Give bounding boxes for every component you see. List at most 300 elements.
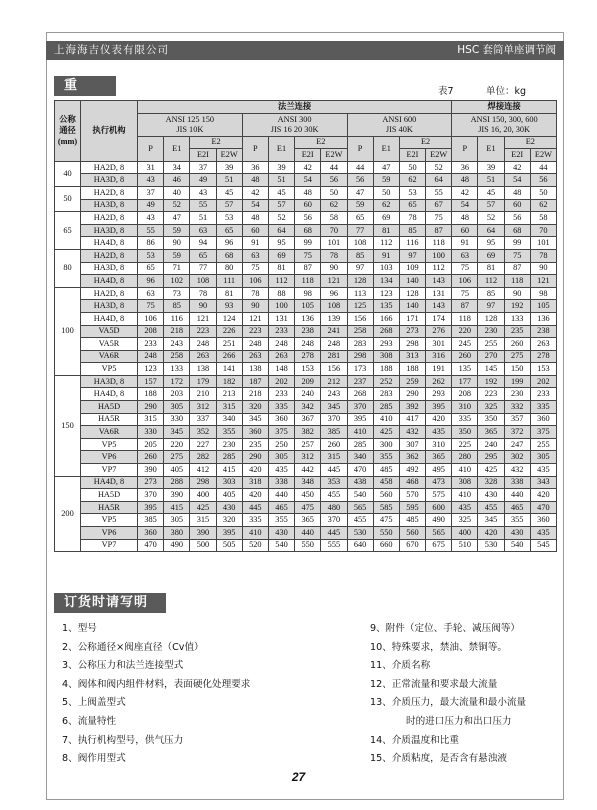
weight-value-cell: 348 bbox=[295, 476, 321, 489]
weight-value-cell: 77 bbox=[190, 262, 216, 275]
weight-value-cell: 48 bbox=[452, 174, 478, 187]
weight-value-cell: 293 bbox=[426, 388, 452, 401]
table-row bbox=[55, 388, 557, 401]
weight-value-cell: 260 bbox=[504, 338, 530, 351]
weight-value-cell: 131 bbox=[268, 312, 294, 325]
weight-value-cell: 125 bbox=[347, 300, 373, 313]
weight-value-cell: 470 bbox=[530, 501, 556, 514]
weight-value-cell: 86 bbox=[138, 237, 164, 250]
nominal-diameter-cell: 40 bbox=[55, 161, 81, 186]
subheader-e2: E2 bbox=[504, 136, 556, 149]
weight-value-cell: 53 bbox=[216, 212, 242, 225]
weight-value-cell: 67 bbox=[426, 199, 452, 212]
actuator-model-cell: VA5R bbox=[81, 338, 138, 351]
weight-value-cell: 133 bbox=[164, 363, 190, 376]
weight-value-cell: 312 bbox=[295, 451, 321, 464]
weight-value-cell: 65 bbox=[216, 224, 242, 237]
weight-value-cell: 332 bbox=[504, 401, 530, 414]
weight-value-cell: 233 bbox=[268, 388, 294, 401]
weight-value-cell: 58 bbox=[321, 212, 347, 225]
weight-value-cell: 68 bbox=[216, 249, 242, 262]
weight-value-cell: 430 bbox=[216, 501, 242, 514]
weight-value-cell: 54 bbox=[452, 199, 478, 212]
weight-value-cell: 465 bbox=[504, 501, 530, 514]
weight-value-cell: 233 bbox=[268, 325, 294, 338]
weight-value-cell: 60 bbox=[452, 224, 478, 237]
weight-value-cell: 367 bbox=[295, 413, 321, 426]
weight-value-cell: 173 bbox=[347, 363, 373, 376]
weight-value-cell: 248 bbox=[268, 338, 294, 351]
weight-value-cell: 335 bbox=[268, 401, 294, 414]
weight-value-cell: 58 bbox=[530, 212, 556, 225]
weight-value-cell: 48 bbox=[242, 212, 268, 225]
weight-value-cell: 37 bbox=[190, 161, 216, 174]
weight-value-cell: 230 bbox=[478, 325, 504, 338]
weight-value-cell: 106 bbox=[138, 312, 164, 325]
actuator-model-cell: VP6 bbox=[81, 527, 138, 540]
weight-value-cell: 412 bbox=[190, 464, 216, 477]
order-item: 4、阀体和阀内组件材料，表面硬化处理要求 bbox=[62, 678, 251, 690]
weight-value-cell: 69 bbox=[478, 249, 504, 262]
weight-value-cell: 90 bbox=[190, 300, 216, 313]
weight-value-cell: 87 bbox=[504, 262, 530, 275]
order-item: 1、型号 bbox=[62, 623, 97, 634]
nominal-diameter-cell: 150 bbox=[55, 375, 81, 476]
weight-value-cell: 136 bbox=[295, 312, 321, 325]
weight-value-cell: 257 bbox=[295, 438, 321, 451]
table-row bbox=[55, 249, 557, 262]
weight-value-cell: 101 bbox=[530, 237, 556, 250]
weight-value-cell: 75 bbox=[504, 249, 530, 262]
weight-value-cell: 316 bbox=[426, 350, 452, 363]
weight-value-cell: 247 bbox=[504, 438, 530, 451]
weight-value-cell: 98 bbox=[295, 287, 321, 300]
weight-value-cell: 205 bbox=[138, 438, 164, 451]
weight-value-cell: 134 bbox=[373, 275, 399, 288]
weight-value-cell: 440 bbox=[504, 489, 530, 502]
weight-value-cell: 78 bbox=[190, 287, 216, 300]
weight-value-cell: 68 bbox=[504, 224, 530, 237]
weight-value-cell: 96 bbox=[216, 237, 242, 250]
weight-value-cell: 425 bbox=[190, 501, 216, 514]
weight-value-cell: 355 bbox=[216, 426, 242, 439]
weight-value-cell: 75 bbox=[452, 262, 478, 275]
order-item: 6、流量特性 bbox=[62, 715, 117, 727]
weight-value-cell: 345 bbox=[321, 401, 347, 414]
weight-value-cell: 156 bbox=[347, 312, 373, 325]
weight-value-cell: 60 bbox=[295, 199, 321, 212]
class-1-ansi: ANSI 125 150 bbox=[165, 114, 215, 124]
weight-value-cell: 400 bbox=[452, 527, 478, 540]
weight-value-cell: 51 bbox=[268, 174, 294, 187]
weight-value-cell: 445 bbox=[242, 501, 268, 514]
weight-value-cell: 73 bbox=[164, 287, 190, 300]
order-list-right bbox=[370, 620, 526, 769]
weight-value-cell: 263 bbox=[242, 350, 268, 363]
weight-value-cell: 48 bbox=[452, 212, 478, 225]
weight-value-cell: 128 bbox=[347, 275, 373, 288]
actuator-model-cell: VP6 bbox=[81, 451, 138, 464]
weight-value-cell: 475 bbox=[295, 501, 321, 514]
table-row bbox=[55, 350, 557, 363]
weight-value-cell: 308 bbox=[452, 476, 478, 489]
weight-value-cell: 70 bbox=[321, 224, 347, 237]
weight-value-cell: 138 bbox=[242, 363, 268, 376]
weight-value-cell: 370 bbox=[321, 413, 347, 426]
weight-value-cell: 420 bbox=[478, 527, 504, 540]
weight-value-cell: 90 bbox=[321, 262, 347, 275]
weight-value-cell: 390 bbox=[164, 489, 190, 502]
weight-value-cell: 62 bbox=[373, 199, 399, 212]
actuator-model-cell: HA3D, 8 bbox=[81, 300, 138, 313]
weight-value-cell: 540 bbox=[504, 539, 530, 552]
weight-value-cell: 335 bbox=[530, 401, 556, 414]
weight-value-cell: 490 bbox=[164, 539, 190, 552]
weight-value-cell: 357 bbox=[504, 413, 530, 426]
weight-value-cell: 258 bbox=[347, 325, 373, 338]
weight-value-cell: 235 bbox=[242, 438, 268, 451]
weight-value-cell: 116 bbox=[399, 237, 425, 250]
table-row bbox=[55, 539, 557, 552]
weight-value-cell: 458 bbox=[373, 476, 399, 489]
weight-value-cell: 365 bbox=[295, 514, 321, 527]
order-item: 11、介质名称 bbox=[370, 660, 431, 672]
weight-table-header bbox=[55, 101, 557, 162]
weight-value-cell: 218 bbox=[242, 388, 268, 401]
weight-value-cell: 238 bbox=[530, 325, 556, 338]
actuator-model-cell: HA5R bbox=[81, 413, 138, 426]
weight-value-cell: 313 bbox=[399, 350, 425, 363]
actuator-model-cell: HA5D bbox=[81, 489, 138, 502]
weight-value-cell: 108 bbox=[321, 300, 347, 313]
weight-value-cell: 188 bbox=[138, 388, 164, 401]
weight-value-cell: 300 bbox=[373, 438, 399, 451]
weight-value-cell: 48 bbox=[295, 186, 321, 199]
actuator-model-cell: VP5 bbox=[81, 438, 138, 451]
weight-value-cell: 468 bbox=[399, 476, 425, 489]
order-item: 2、公称通径×阀座直径（Cv值） bbox=[62, 641, 204, 653]
class-4-header bbox=[452, 113, 557, 136]
weight-value-cell: 50 bbox=[321, 186, 347, 199]
weight-value-cell: 438 bbox=[347, 476, 373, 489]
weight-value-cell: 285 bbox=[347, 438, 373, 451]
actuator-model-cell: HA2D, 8 bbox=[81, 186, 138, 199]
weight-value-cell: 440 bbox=[295, 527, 321, 540]
weight-value-cell: 78 bbox=[399, 212, 425, 225]
weight-value-cell: 273 bbox=[138, 476, 164, 489]
weight-value-cell: 435 bbox=[452, 501, 478, 514]
order-item: 7、执行机构型号，供气压力 bbox=[62, 734, 184, 746]
weight-value-cell: 420 bbox=[530, 489, 556, 502]
weight-value-cell: 432 bbox=[399, 426, 425, 439]
weight-value-cell: 140 bbox=[399, 275, 425, 288]
weight-value-cell: 355 bbox=[373, 451, 399, 464]
weight-value-cell: 245 bbox=[452, 338, 478, 351]
weight-value-cell: 64 bbox=[426, 174, 452, 187]
weight-value-cell: 227 bbox=[190, 438, 216, 451]
table-number: 表7 bbox=[438, 86, 454, 97]
weight-value-cell: 81 bbox=[216, 287, 242, 300]
weight-value-cell: 345 bbox=[164, 426, 190, 439]
weight-value-cell: 42 bbox=[295, 161, 321, 174]
weight-value-cell: 202 bbox=[530, 375, 556, 388]
weight-value-cell: 252 bbox=[373, 375, 399, 388]
weight-value-cell: 65 bbox=[190, 249, 216, 262]
weight-value-cell: 90 bbox=[242, 300, 268, 313]
weight-value-cell: 56 bbox=[295, 212, 321, 225]
weight-value-cell: 298 bbox=[399, 338, 425, 351]
weight-value-cell: 91 bbox=[242, 237, 268, 250]
weight-value-cell: 45 bbox=[478, 186, 504, 199]
weight-value-cell: 307 bbox=[399, 438, 425, 451]
table-row bbox=[55, 489, 557, 502]
weight-table bbox=[54, 100, 557, 552]
header-flange-connection: 法兰连接 bbox=[138, 101, 452, 114]
weight-value-cell: 213 bbox=[216, 388, 242, 401]
weight-value-cell: 440 bbox=[268, 489, 294, 502]
weight-value-cell: 212 bbox=[321, 375, 347, 388]
weight-value-cell: 365 bbox=[426, 451, 452, 464]
table-row bbox=[55, 199, 557, 212]
weight-value-cell: 259 bbox=[399, 375, 425, 388]
weight-value-cell: 90 bbox=[530, 262, 556, 275]
weight-value-cell: 55 bbox=[190, 199, 216, 212]
subheader-e2i: E2I bbox=[190, 149, 216, 162]
weight-value-cell: 395 bbox=[426, 401, 452, 414]
weight-value-cell: 177 bbox=[452, 375, 478, 388]
weight-value-cell: 360 bbox=[138, 527, 164, 540]
weight-value-cell: 420 bbox=[242, 464, 268, 477]
weight-value-cell: 410 bbox=[452, 489, 478, 502]
weight-value-cell: 102 bbox=[164, 275, 190, 288]
weight-value-cell: 100 bbox=[426, 249, 452, 262]
weight-value-cell: 121 bbox=[321, 275, 347, 288]
table-row bbox=[55, 514, 557, 527]
weight-value-cell: 53 bbox=[138, 249, 164, 262]
weight-value-cell: 36 bbox=[452, 161, 478, 174]
table-row bbox=[55, 237, 557, 250]
weight-value-cell: 555 bbox=[321, 539, 347, 552]
weight-value-cell: 56 bbox=[321, 174, 347, 187]
weight-value-cell: 330 bbox=[138, 426, 164, 439]
weight-value-cell: 203 bbox=[164, 388, 190, 401]
weight-value-cell: 143 bbox=[426, 275, 452, 288]
weight-value-cell: 405 bbox=[216, 489, 242, 502]
class-2-header bbox=[242, 113, 347, 136]
class-1-header bbox=[138, 113, 243, 136]
weight-value-cell: 138 bbox=[190, 363, 216, 376]
weight-value-cell: 171 bbox=[399, 312, 425, 325]
actuator-model-cell: VA6R bbox=[81, 426, 138, 439]
weight-value-cell: 305 bbox=[268, 451, 294, 464]
weight-value-cell: 355 bbox=[504, 514, 530, 527]
weight-value-cell: 430 bbox=[478, 489, 504, 502]
weight-value-cell: 48 bbox=[504, 186, 530, 199]
weight-value-cell: 410 bbox=[373, 413, 399, 426]
weight-value-cell: 98 bbox=[530, 287, 556, 300]
weight-value-cell: 63 bbox=[138, 287, 164, 300]
actuator-model-cell: HA2D, 8 bbox=[81, 249, 138, 262]
weight-value-cell: 174 bbox=[426, 312, 452, 325]
actuator-model-cell: VP7 bbox=[81, 464, 138, 477]
table-row bbox=[55, 300, 557, 313]
weight-value-cell: 545 bbox=[530, 539, 556, 552]
weight-value-cell: 455 bbox=[478, 501, 504, 514]
weight-value-cell: 55 bbox=[426, 186, 452, 199]
weight-value-cell: 220 bbox=[452, 325, 478, 338]
weight-value-cell: 275 bbox=[504, 350, 530, 363]
table-row bbox=[55, 438, 557, 451]
weight-value-cell: 64 bbox=[478, 224, 504, 237]
weight-value-cell: 248 bbox=[295, 338, 321, 351]
weight-value-cell: 208 bbox=[138, 325, 164, 338]
weight-value-cell: 510 bbox=[452, 539, 478, 552]
actuator-model-cell: HA5D bbox=[81, 401, 138, 414]
weight-value-cell: 63 bbox=[190, 224, 216, 237]
class-3-header bbox=[347, 113, 452, 136]
weight-value-cell: 270 bbox=[478, 350, 504, 363]
table-row bbox=[55, 161, 557, 174]
actuator-model-cell: HA4D, 8 bbox=[81, 237, 138, 250]
weight-value-cell: 65 bbox=[138, 262, 164, 275]
weight-value-cell: 285 bbox=[373, 401, 399, 414]
weight-value-cell: 320 bbox=[242, 401, 268, 414]
weight-value-cell: 99 bbox=[504, 237, 530, 250]
weight-value-cell: 660 bbox=[373, 539, 399, 552]
weight-value-cell: 273 bbox=[399, 325, 425, 338]
actuator-model-cell: HA3D, 8 bbox=[81, 224, 138, 237]
weight-value-cell: 298 bbox=[347, 350, 373, 363]
weight-value-cell: 145 bbox=[478, 363, 504, 376]
weight-value-cell: 251 bbox=[216, 338, 242, 351]
weight-value-cell: 243 bbox=[164, 338, 190, 351]
weight-value-cell: 342 bbox=[295, 401, 321, 414]
actuator-model-cell: VA5D bbox=[81, 325, 138, 338]
subheader-e2w: E2W bbox=[426, 149, 452, 162]
weight-value-cell: 100 bbox=[268, 300, 294, 313]
weight-value-cell: 50 bbox=[373, 186, 399, 199]
weight-value-cell: 395 bbox=[347, 413, 373, 426]
weight-value-cell: 335 bbox=[242, 514, 268, 527]
weight-value-cell: 80 bbox=[216, 262, 242, 275]
table-row bbox=[55, 375, 557, 388]
weight-value-cell: 113 bbox=[347, 287, 373, 300]
weight-value-cell: 288 bbox=[164, 476, 190, 489]
actuator-model-cell: HA3D, 8 bbox=[81, 262, 138, 275]
weight-value-cell: 415 bbox=[164, 501, 190, 514]
weight-value-cell: 116 bbox=[164, 312, 190, 325]
weight-value-cell: 56 bbox=[530, 174, 556, 187]
weight-value-cell: 343 bbox=[530, 476, 556, 489]
weight-value-cell: 91 bbox=[452, 237, 478, 250]
weight-value-cell: 139 bbox=[321, 312, 347, 325]
weight-value-cell: 182 bbox=[216, 375, 242, 388]
weight-value-cell: 328 bbox=[478, 476, 504, 489]
weight-value-cell: 260 bbox=[321, 438, 347, 451]
weight-value-cell: 455 bbox=[321, 489, 347, 502]
actuator-model-cell: HA2D, 8 bbox=[81, 161, 138, 174]
weight-value-cell: 495 bbox=[426, 464, 452, 477]
weight-value-cell: 118 bbox=[426, 237, 452, 250]
weight-value-cell: 570 bbox=[399, 489, 425, 502]
weight-value-cell: 290 bbox=[399, 388, 425, 401]
actuator-model-cell: HA3D, 8 bbox=[81, 199, 138, 212]
weight-value-cell: 54 bbox=[242, 199, 268, 212]
table-row bbox=[55, 464, 557, 477]
weight-value-cell: 285 bbox=[216, 451, 242, 464]
weight-value-cell: 360 bbox=[530, 413, 556, 426]
weight-value-cell: 550 bbox=[373, 527, 399, 540]
weight-value-cell: 85 bbox=[347, 249, 373, 262]
weight-value-cell: 560 bbox=[373, 489, 399, 502]
weight-value-cell: 248 bbox=[138, 350, 164, 363]
weight-value-cell: 68 bbox=[295, 224, 321, 237]
header-weld-connection: 焊接连接 bbox=[452, 101, 557, 114]
weight-value-cell: 565 bbox=[347, 501, 373, 514]
weight-value-cell: 340 bbox=[347, 451, 373, 464]
weight-value-cell: 350 bbox=[452, 426, 478, 439]
weight-value-cell: 96 bbox=[138, 275, 164, 288]
order-section-title: 订货时请写明 bbox=[54, 593, 166, 613]
weight-value-cell: 278 bbox=[295, 350, 321, 363]
weight-value-cell: 237 bbox=[347, 375, 373, 388]
weight-value-cell: 230 bbox=[216, 438, 242, 451]
weight-value-cell: 318 bbox=[242, 476, 268, 489]
weight-value-cell: 298 bbox=[190, 476, 216, 489]
table-row bbox=[55, 212, 557, 225]
table-row bbox=[55, 275, 557, 288]
weight-value-cell: 455 bbox=[347, 514, 373, 527]
weight-value-cell: 238 bbox=[295, 325, 321, 338]
weight-value-cell: 310 bbox=[452, 401, 478, 414]
weight-value-cell: 43 bbox=[190, 186, 216, 199]
weight-value-cell: 302 bbox=[504, 451, 530, 464]
table-row bbox=[55, 224, 557, 237]
weight-value-cell: 44 bbox=[321, 161, 347, 174]
order-item: 时的进口压力和出口压力 bbox=[406, 715, 512, 727]
weight-value-cell: 192 bbox=[504, 300, 530, 313]
weight-value-cell: 670 bbox=[399, 539, 425, 552]
weight-value-cell: 112 bbox=[426, 262, 452, 275]
weight-value-cell: 248 bbox=[321, 338, 347, 351]
subheader-e2w: E2W bbox=[321, 149, 347, 162]
weight-value-cell: 473 bbox=[426, 476, 452, 489]
weight-value-cell: 62 bbox=[321, 199, 347, 212]
weight-value-cell: 315 bbox=[138, 413, 164, 426]
subheader-p: P bbox=[138, 136, 164, 161]
weight-value-cell: 81 bbox=[478, 262, 504, 275]
weight-value-cell: 223 bbox=[478, 388, 504, 401]
weight-value-cell: 123 bbox=[373, 287, 399, 300]
weight-value-cell: 52 bbox=[268, 212, 294, 225]
page-number: 27 bbox=[291, 770, 306, 784]
weight-value-cell: 283 bbox=[347, 338, 373, 351]
weight-value-cell: 172 bbox=[164, 375, 190, 388]
weight-value-cell: 47 bbox=[347, 186, 373, 199]
weight-value-cell: 417 bbox=[399, 413, 425, 426]
weight-value-cell: 90 bbox=[164, 237, 190, 250]
weight-value-cell: 345 bbox=[478, 514, 504, 527]
weight-value-cell: 330 bbox=[164, 413, 190, 426]
weight-value-cell: 360 bbox=[268, 413, 294, 426]
table-row bbox=[55, 312, 557, 325]
weight-value-cell: 97 bbox=[347, 262, 373, 275]
weight-value-cell: 375 bbox=[268, 426, 294, 439]
weight-value-cell: 470 bbox=[138, 539, 164, 552]
weight-value-cell: 282 bbox=[190, 451, 216, 464]
weight-value-cell: 445 bbox=[321, 527, 347, 540]
weight-value-cell: 69 bbox=[268, 249, 294, 262]
